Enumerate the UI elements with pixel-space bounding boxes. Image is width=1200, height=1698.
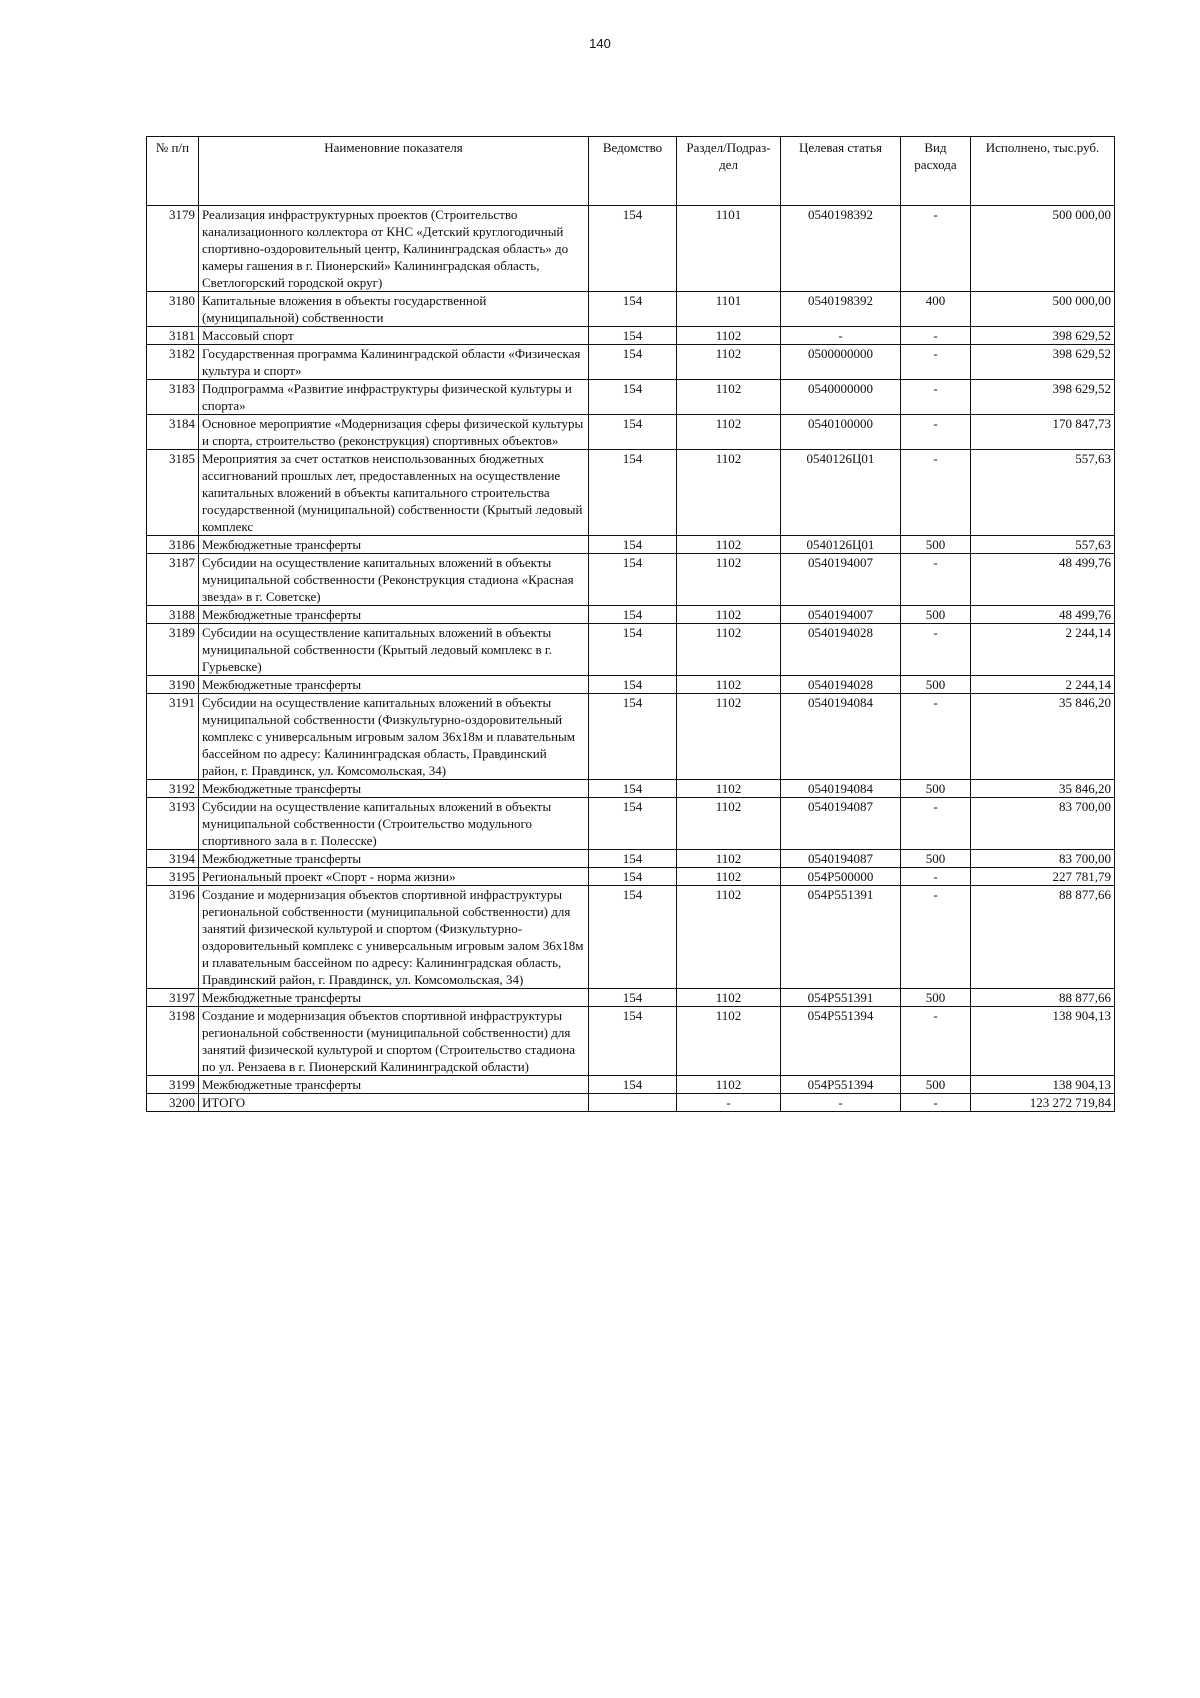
row-executed: 557,63 xyxy=(971,450,1115,536)
row-section: - xyxy=(677,1094,781,1112)
row-target: 0540194087 xyxy=(781,798,901,850)
table-row xyxy=(147,606,1115,624)
row-name: Создание и модернизация объектов спортивной инфраструктуры региональной собственности (муниципальной собственности) для занятий физической культурой и спортом (Строительство стадиона по ул. Рензаева в г. Пионерский Калининградской области) xyxy=(199,1007,589,1076)
row-target: 0540194028 xyxy=(781,624,901,676)
row-name: Подпрограмма «Развитие инфраструктуры физической культуры и спорта» xyxy=(199,380,589,415)
row-dept: 154 xyxy=(589,850,677,868)
row-target: 0540194084 xyxy=(781,780,901,798)
row-kind: - xyxy=(901,415,971,450)
row-target: 0540194084 xyxy=(781,694,901,780)
row-target: 0540100000 xyxy=(781,415,901,450)
row-executed: 500 000,00 xyxy=(971,292,1115,327)
row-name: Межбюджетные трансферты xyxy=(199,989,589,1007)
row-number: 3196 xyxy=(147,886,199,989)
row-executed: 557,63 xyxy=(971,536,1115,554)
row-name: Государственная программа Калининградской области «Физическая культура и спорт» xyxy=(199,345,589,380)
row-kind: - xyxy=(901,868,971,886)
row-target: 054P551391 xyxy=(781,886,901,989)
row-executed: 398 629,52 xyxy=(971,380,1115,415)
row-kind: - xyxy=(901,886,971,989)
table-row xyxy=(147,1007,1115,1076)
row-executed: 2 244,14 xyxy=(971,676,1115,694)
row-executed: 83 700,00 xyxy=(971,850,1115,868)
row-name: Капитальные вложения в объекты государственной (муниципальной) собственности xyxy=(199,292,589,327)
table-row xyxy=(147,554,1115,606)
row-executed: 138 904,13 xyxy=(971,1007,1115,1076)
row-section: 1102 xyxy=(677,694,781,780)
row-section: 1101 xyxy=(677,206,781,292)
row-dept: 154 xyxy=(589,798,677,850)
row-dept: 154 xyxy=(589,694,677,780)
header-section: Раздел/Подраз-дел xyxy=(677,137,781,206)
row-executed: 83 700,00 xyxy=(971,798,1115,850)
table-row xyxy=(147,780,1115,798)
row-executed: 227 781,79 xyxy=(971,868,1115,886)
row-target: 0500000000 xyxy=(781,345,901,380)
row-target: 054P500000 xyxy=(781,868,901,886)
row-number: 3197 xyxy=(147,989,199,1007)
row-kind: - xyxy=(901,1094,971,1112)
table-row xyxy=(147,1076,1115,1094)
row-number: 3181 xyxy=(147,327,199,345)
row-section: 1102 xyxy=(677,989,781,1007)
header-dept: Ведомство xyxy=(589,137,677,206)
row-number: 3185 xyxy=(147,450,199,536)
table-row xyxy=(147,868,1115,886)
row-name: Межбюджетные трансферты xyxy=(199,780,589,798)
row-number: 3190 xyxy=(147,676,199,694)
row-dept: 154 xyxy=(589,536,677,554)
row-dept: 154 xyxy=(589,380,677,415)
table-row xyxy=(147,1094,1115,1112)
row-executed: 123 272 719,84 xyxy=(971,1094,1115,1112)
row-name: ИТОГО xyxy=(199,1094,589,1112)
row-dept: 154 xyxy=(589,554,677,606)
row-dept xyxy=(589,1094,677,1112)
row-name: Межбюджетные трансферты xyxy=(199,536,589,554)
row-target: 054P551391 xyxy=(781,989,901,1007)
row-kind: 500 xyxy=(901,606,971,624)
row-number: 3193 xyxy=(147,798,199,850)
row-kind: - xyxy=(901,206,971,292)
row-kind: 500 xyxy=(901,989,971,1007)
table-row xyxy=(147,850,1115,868)
row-executed: 48 499,76 xyxy=(971,554,1115,606)
row-section: 1102 xyxy=(677,780,781,798)
row-executed: 398 629,52 xyxy=(971,327,1115,345)
row-target: 0540194007 xyxy=(781,554,901,606)
row-section: 1102 xyxy=(677,415,781,450)
table-row xyxy=(147,380,1115,415)
row-number: 3192 xyxy=(147,780,199,798)
table-row xyxy=(147,886,1115,989)
row-target: 0540198392 xyxy=(781,206,901,292)
row-executed: 138 904,13 xyxy=(971,1076,1115,1094)
row-dept: 154 xyxy=(589,1076,677,1094)
row-target: 0540194007 xyxy=(781,606,901,624)
row-kind: - xyxy=(901,450,971,536)
row-kind: 500 xyxy=(901,536,971,554)
header-executed: Исполнено, тыс.руб. xyxy=(971,137,1115,206)
row-target: 0540126Ц01 xyxy=(781,450,901,536)
row-section: 1102 xyxy=(677,536,781,554)
row-dept: 154 xyxy=(589,780,677,798)
row-dept: 154 xyxy=(589,886,677,989)
budget-table xyxy=(146,136,1115,1112)
row-section: 1102 xyxy=(677,327,781,345)
row-kind: 500 xyxy=(901,1076,971,1094)
row-target: 0540194028 xyxy=(781,676,901,694)
row-name: Межбюджетные трансферты xyxy=(199,676,589,694)
table-row xyxy=(147,536,1115,554)
row-target: 054P551394 xyxy=(781,1007,901,1076)
row-executed: 35 846,20 xyxy=(971,694,1115,780)
table-row xyxy=(147,694,1115,780)
row-target: 054P551394 xyxy=(781,1076,901,1094)
row-dept: 154 xyxy=(589,292,677,327)
row-number: 3199 xyxy=(147,1076,199,1094)
row-name: Региональный проект «Спорт - норма жизни» xyxy=(199,868,589,886)
row-number: 3198 xyxy=(147,1007,199,1076)
row-number: 3195 xyxy=(147,868,199,886)
row-dept: 154 xyxy=(589,345,677,380)
table-row xyxy=(147,624,1115,676)
row-executed: 88 877,66 xyxy=(971,989,1115,1007)
row-dept: 154 xyxy=(589,676,677,694)
row-dept: 154 xyxy=(589,868,677,886)
row-kind: - xyxy=(901,327,971,345)
row-section: 1102 xyxy=(677,345,781,380)
row-executed: 35 846,20 xyxy=(971,780,1115,798)
row-number: 3182 xyxy=(147,345,199,380)
table-row xyxy=(147,345,1115,380)
row-section: 1102 xyxy=(677,450,781,536)
header-name: Наименовние показателя xyxy=(199,137,589,206)
table-row xyxy=(147,206,1115,292)
row-kind: - xyxy=(901,380,971,415)
row-number: 3191 xyxy=(147,694,199,780)
row-executed: 500 000,00 xyxy=(971,206,1115,292)
row-section: 1101 xyxy=(677,292,781,327)
row-number: 3188 xyxy=(147,606,199,624)
row-kind: - xyxy=(901,554,971,606)
row-name: Реализация инфраструктурных проектов (Строительство канализационного коллектора от КНС «Детский круглогодичный спортивно-оздоровительный центр, Калининградская область» до камеры гашения в г. Пионерский» Калининградская область, Светлогорский городской округ) xyxy=(199,206,589,292)
row-target: 0540194087 xyxy=(781,850,901,868)
row-section: 1102 xyxy=(677,886,781,989)
row-name: Мероприятия за счет остатков неиспользованных бюджетных ассигнований прошлых лет, предоставленных на осуществление капитальных вложений в объекты капитального строительства государственной (муниципальной) собственности (Крытый ледовый комплекс xyxy=(199,450,589,536)
row-executed: 88 877,66 xyxy=(971,886,1115,989)
row-target: 0540126Ц01 xyxy=(781,536,901,554)
row-target: 0540000000 xyxy=(781,380,901,415)
row-executed: 2 244,14 xyxy=(971,624,1115,676)
table-header-row xyxy=(147,137,1115,206)
table-row xyxy=(147,989,1115,1007)
row-number: 3200 xyxy=(147,1094,199,1112)
row-target: 0540198392 xyxy=(781,292,901,327)
table-row xyxy=(147,450,1115,536)
row-number: 3179 xyxy=(147,206,199,292)
row-kind: 500 xyxy=(901,850,971,868)
row-kind: - xyxy=(901,1007,971,1076)
row-number: 3187 xyxy=(147,554,199,606)
row-target: - xyxy=(781,1094,901,1112)
row-section: 1102 xyxy=(677,798,781,850)
row-kind: - xyxy=(901,798,971,850)
row-kind: 500 xyxy=(901,676,971,694)
row-name: Межбюджетные трансферты xyxy=(199,606,589,624)
row-target: - xyxy=(781,327,901,345)
header-kind: Вид расхода xyxy=(901,137,971,206)
row-kind: - xyxy=(901,345,971,380)
row-number: 3183 xyxy=(147,380,199,415)
row-name: Субсидии на осуществление капитальных вложений в объекты муниципальной собственности (Реконструкция стадиона «Красная звезда» в г. Советске) xyxy=(199,554,589,606)
row-dept: 154 xyxy=(589,415,677,450)
row-kind: - xyxy=(901,694,971,780)
row-name: Субсидии на осуществление капитальных вложений в объекты муниципальной собственности (Строительство модульного спортивного зала в г. Полесске) xyxy=(199,798,589,850)
row-name: Создание и модернизация объектов спортивной инфраструктуры региональной собственности (муниципальной собственности) для занятий физической культурой и спортом (Физкультурно-оздоровительный комплекс с универсальным игровым залом 36х18м и плавательным бассейном по адресу: Калининградская область, Правдинский район, г. Правдинск, ул. Комсомольская, 34) xyxy=(199,886,589,989)
row-kind: 400 xyxy=(901,292,971,327)
row-dept: 154 xyxy=(589,606,677,624)
row-executed: 170 847,73 xyxy=(971,415,1115,450)
row-dept: 154 xyxy=(589,1007,677,1076)
row-dept: 154 xyxy=(589,327,677,345)
row-section: 1102 xyxy=(677,850,781,868)
header-target: Целевая статья xyxy=(781,137,901,206)
row-name: Субсидии на осуществление капитальных вложений в объекты муниципальной собственности (Физкультурно-оздоровительный комплекс с универсальным игровым залом 36х18м и плавательным бассейном по адресу: Калининградская область, Правдинский район, г. Правдинск, ул. Комсомольская, 34) xyxy=(199,694,589,780)
row-dept: 154 xyxy=(589,450,677,536)
row-executed: 398 629,52 xyxy=(971,345,1115,380)
row-section: 1102 xyxy=(677,624,781,676)
row-section: 1102 xyxy=(677,1076,781,1094)
row-number: 3189 xyxy=(147,624,199,676)
table-row xyxy=(147,292,1115,327)
row-name: Субсидии на осуществление капитальных вложений в объекты муниципальной собственности (Крытый ледовый комплекс в г. Гурьевске) xyxy=(199,624,589,676)
header-num: № п/п xyxy=(147,137,199,206)
page-number: 140 xyxy=(589,36,611,51)
row-kind: - xyxy=(901,624,971,676)
row-kind: 500 xyxy=(901,780,971,798)
table-row xyxy=(147,676,1115,694)
row-section: 1102 xyxy=(677,606,781,624)
row-section: 1102 xyxy=(677,380,781,415)
row-name: Массовый спорт xyxy=(199,327,589,345)
row-section: 1102 xyxy=(677,868,781,886)
row-number: 3194 xyxy=(147,850,199,868)
row-section: 1102 xyxy=(677,554,781,606)
row-dept: 154 xyxy=(589,624,677,676)
row-name: Основное мероприятие «Модернизация сферы физической культуры и спорта, строительство (реконструкция) спортивных объектов» xyxy=(199,415,589,450)
row-dept: 154 xyxy=(589,206,677,292)
row-number: 3180 xyxy=(147,292,199,327)
table-row xyxy=(147,798,1115,850)
table-row xyxy=(147,327,1115,345)
table-row xyxy=(147,415,1115,450)
row-section: 1102 xyxy=(677,1007,781,1076)
row-executed: 48 499,76 xyxy=(971,606,1115,624)
row-name: Межбюджетные трансферты xyxy=(199,850,589,868)
row-section: 1102 xyxy=(677,676,781,694)
row-number: 3184 xyxy=(147,415,199,450)
row-dept: 154 xyxy=(589,989,677,1007)
row-number: 3186 xyxy=(147,536,199,554)
row-name: Межбюджетные трансферты xyxy=(199,1076,589,1094)
